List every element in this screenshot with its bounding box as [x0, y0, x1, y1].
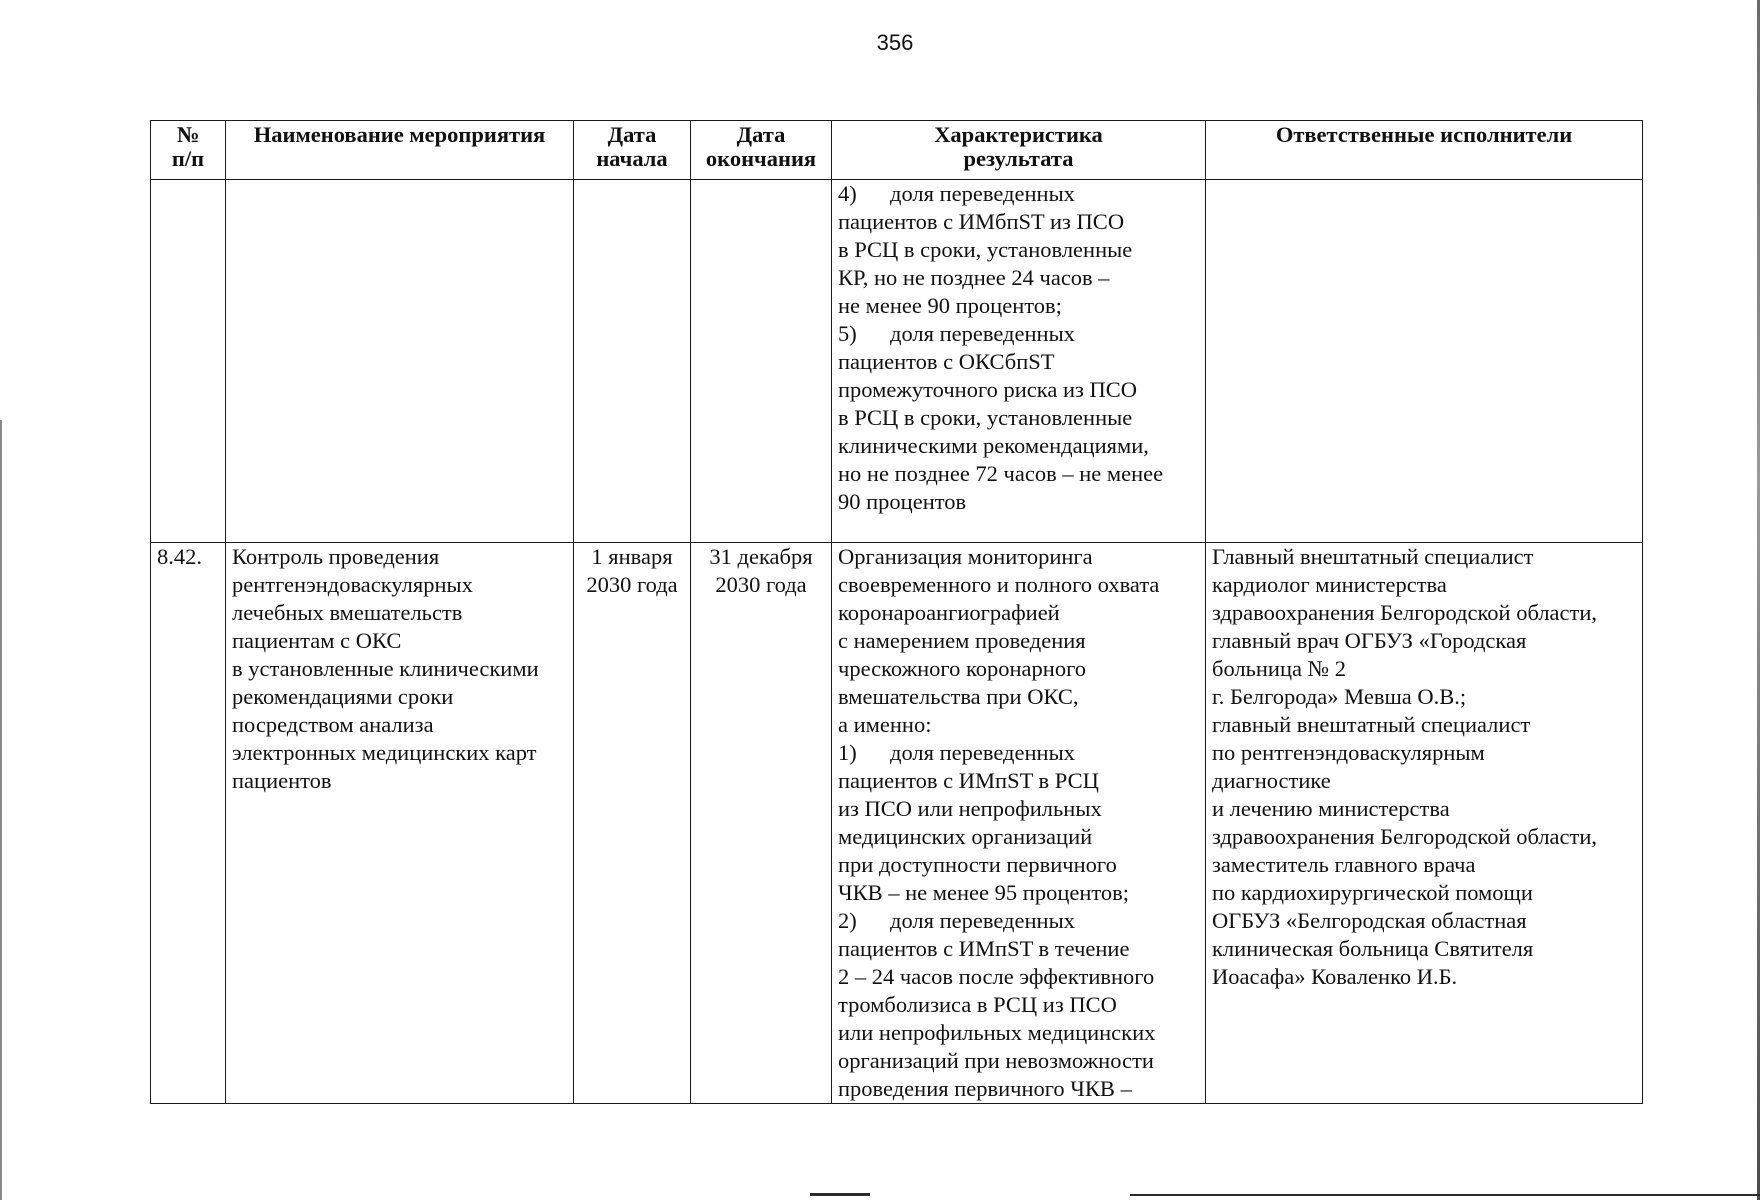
responsible-line: диагностике	[1212, 768, 1331, 793]
cell-result	[832, 543, 1206, 1104]
result-line-text: ЧКВ – не менее 95 процентов;	[838, 880, 1130, 905]
result-line	[838, 264, 1199, 292]
result-line-text: доля переведенных	[890, 181, 1075, 206]
name-line: электронных медицинских карт	[232, 740, 537, 765]
header-responsible: Ответственные исполнители	[1206, 121, 1643, 180]
cell-num	[151, 180, 226, 543]
name-line: рекомендациями сроки	[232, 684, 454, 709]
result-line-text: КР, но не позднее 24 часов –	[838, 265, 1110, 290]
responsible-line: больница № 2	[1212, 656, 1346, 681]
result-line	[838, 599, 1199, 627]
result-line-text: в РСЦ в сроки, установленные	[838, 237, 1133, 262]
responsible-line: по кардиохирургической помощи	[1212, 880, 1533, 905]
cell-responsible	[1206, 543, 1643, 1104]
result-line	[838, 460, 1199, 488]
result-line	[838, 571, 1199, 599]
responsible-line: и лечению министерства	[1212, 796, 1450, 821]
scan-streak	[1130, 1194, 1760, 1196]
header-num: № п/п	[151, 121, 226, 180]
result-line	[838, 376, 1199, 404]
cell-num	[151, 543, 226, 1104]
result-line	[838, 543, 1199, 571]
result-line-text: а именно:	[838, 712, 932, 737]
result-line	[838, 795, 1199, 823]
result-line-text: организаций при невозможности	[838, 1048, 1154, 1073]
result-line-text: клиническими рекомендациями,	[838, 433, 1149, 458]
result-line	[838, 963, 1199, 991]
result-line-text: своевременного и полного охвата	[838, 572, 1160, 597]
row-number: 8.42.	[157, 544, 202, 569]
result-line	[838, 935, 1199, 963]
result-line-text: тромболизиса в РСЦ из ПСО	[838, 992, 1117, 1017]
list-item-number: 5)	[838, 321, 857, 346]
result-line	[838, 320, 1199, 348]
result-line	[838, 767, 1199, 795]
start-date-line: 1 января	[591, 544, 673, 569]
result-line-text: при доступности первичного	[838, 852, 1117, 877]
start-date-line: 2030 года	[586, 572, 678, 597]
result-line	[838, 488, 1199, 516]
result-line	[838, 851, 1199, 879]
table-header-row	[151, 121, 1643, 180]
result-line	[838, 208, 1199, 236]
responsible-line: заместитель главного врача	[1212, 852, 1476, 877]
responsible-line: по рентгенэндоваскулярным	[1212, 740, 1485, 765]
result-line-text: доля переведенных	[890, 908, 1075, 933]
result-line-text: медицинских организаций	[838, 824, 1093, 849]
result-line	[838, 1047, 1199, 1075]
result-line	[838, 879, 1199, 907]
cell-end-date	[691, 543, 832, 1104]
cell-name	[226, 180, 574, 543]
header-name: Наименование мероприятия	[226, 121, 574, 180]
result-line	[838, 404, 1199, 432]
result-line	[838, 711, 1199, 739]
result-line-text: или непрофильных медицинских	[838, 1020, 1156, 1045]
responsible-line: Иоасафа» Коваленко И.Б.	[1212, 964, 1458, 989]
header-end-date: Дата окончания	[691, 121, 832, 180]
result-line-text: вмешательства при ОКС,	[838, 684, 1079, 709]
result-line-text: Организация мониторинга	[838, 544, 1093, 569]
result-line-text: пациентов с ИМбпST из ПСО	[838, 209, 1125, 234]
result-line-text: пациентов с ИМпST в течение	[838, 936, 1130, 961]
result-line-text: в РСЦ в сроки, установленные	[838, 405, 1133, 430]
result-line-text: доля переведенных	[890, 740, 1075, 765]
name-line: пациентов	[232, 768, 332, 793]
result-line-text: 2 – 24 часов после эффективного	[838, 964, 1155, 989]
result-line	[838, 1075, 1199, 1103]
responsible-line: ОГБУЗ «Белгородская областная	[1212, 908, 1527, 933]
result-line	[838, 823, 1199, 851]
result-line	[838, 991, 1199, 1019]
responsible-line: клиническая больница Святителя	[1212, 936, 1534, 961]
result-line	[838, 627, 1199, 655]
cell-name	[226, 543, 574, 1104]
list-item-number: 2)	[838, 908, 857, 933]
cell-start-date	[574, 180, 691, 543]
result-line-text: из ПСО или непрофильных	[838, 796, 1102, 821]
result-line	[838, 236, 1199, 264]
responsible-line: главный внештатный специалист	[1212, 712, 1531, 737]
result-line-text: промежуточного риска из ПСО	[838, 377, 1138, 402]
result-line-text: 90 процентов	[838, 489, 967, 514]
page-number: 356	[876, 30, 914, 55]
responsible-line: главный врач ОГБУЗ «Городская	[1212, 628, 1527, 653]
result-line	[838, 683, 1199, 711]
result-line-text: с намерением проведения	[838, 628, 1086, 653]
result-line	[838, 348, 1199, 376]
result-line	[838, 292, 1199, 320]
plan-table	[150, 120, 1643, 1104]
cell-result	[832, 180, 1206, 543]
cell-start-date	[574, 543, 691, 1104]
result-line-text: чрескожного коронарного	[838, 656, 1086, 681]
list-item-number: 4)	[838, 181, 857, 206]
result-line	[838, 739, 1199, 767]
responsible-line: Главный внештатный специалист	[1212, 544, 1534, 569]
cell-end-date	[691, 180, 832, 543]
name-line: лечебных вмешательств	[232, 600, 463, 625]
scan-streak	[810, 1193, 870, 1196]
result-line	[838, 907, 1199, 935]
result-line-text: проведения первичного ЧКВ –	[838, 1076, 1132, 1101]
responsible-line: г. Белгорода» Мевша О.В.;	[1212, 684, 1467, 709]
list-item-number: 1)	[838, 740, 857, 765]
responsible-line: здравоохранения Белгородской области,	[1212, 824, 1598, 849]
name-line: в установленные клиническими	[232, 656, 539, 681]
responsible-line: кардиолог министерства	[1212, 572, 1447, 597]
result-line-text: пациентов с ОКСбпST	[838, 349, 1055, 374]
cell-responsible	[1206, 180, 1643, 543]
table-row-continuation	[151, 180, 1643, 543]
name-line: пациентам с ОКС	[232, 628, 402, 653]
responsible-line: здравоохранения Белгородской области,	[1212, 600, 1598, 625]
result-line-text: коронароангиографией	[838, 600, 1060, 625]
result-line-text: пациентов с ИМпST в РСЦ	[838, 768, 1099, 793]
scan-edge-left	[0, 420, 2, 1200]
header-start-date: Дата начала	[574, 121, 691, 180]
result-line	[838, 180, 1199, 208]
name-line: рентгенэндоваскулярных	[232, 572, 473, 597]
result-line	[838, 655, 1199, 683]
name-line: посредством анализа	[232, 712, 434, 737]
result-line-text: доля переведенных	[890, 321, 1075, 346]
result-line	[838, 432, 1199, 460]
end-date-line: 2030 года	[715, 572, 807, 597]
end-date-line: 31 декабря	[709, 544, 813, 569]
table-row-8-42	[151, 543, 1643, 1104]
result-line	[838, 1019, 1199, 1047]
name-line: Контроль проведения	[232, 544, 440, 569]
header-result: Характеристика результата	[832, 121, 1206, 180]
result-line-text: но не позднее 72 часов – не менее	[838, 461, 1164, 486]
result-line-text: не менее 90 процентов;	[838, 293, 1062, 318]
